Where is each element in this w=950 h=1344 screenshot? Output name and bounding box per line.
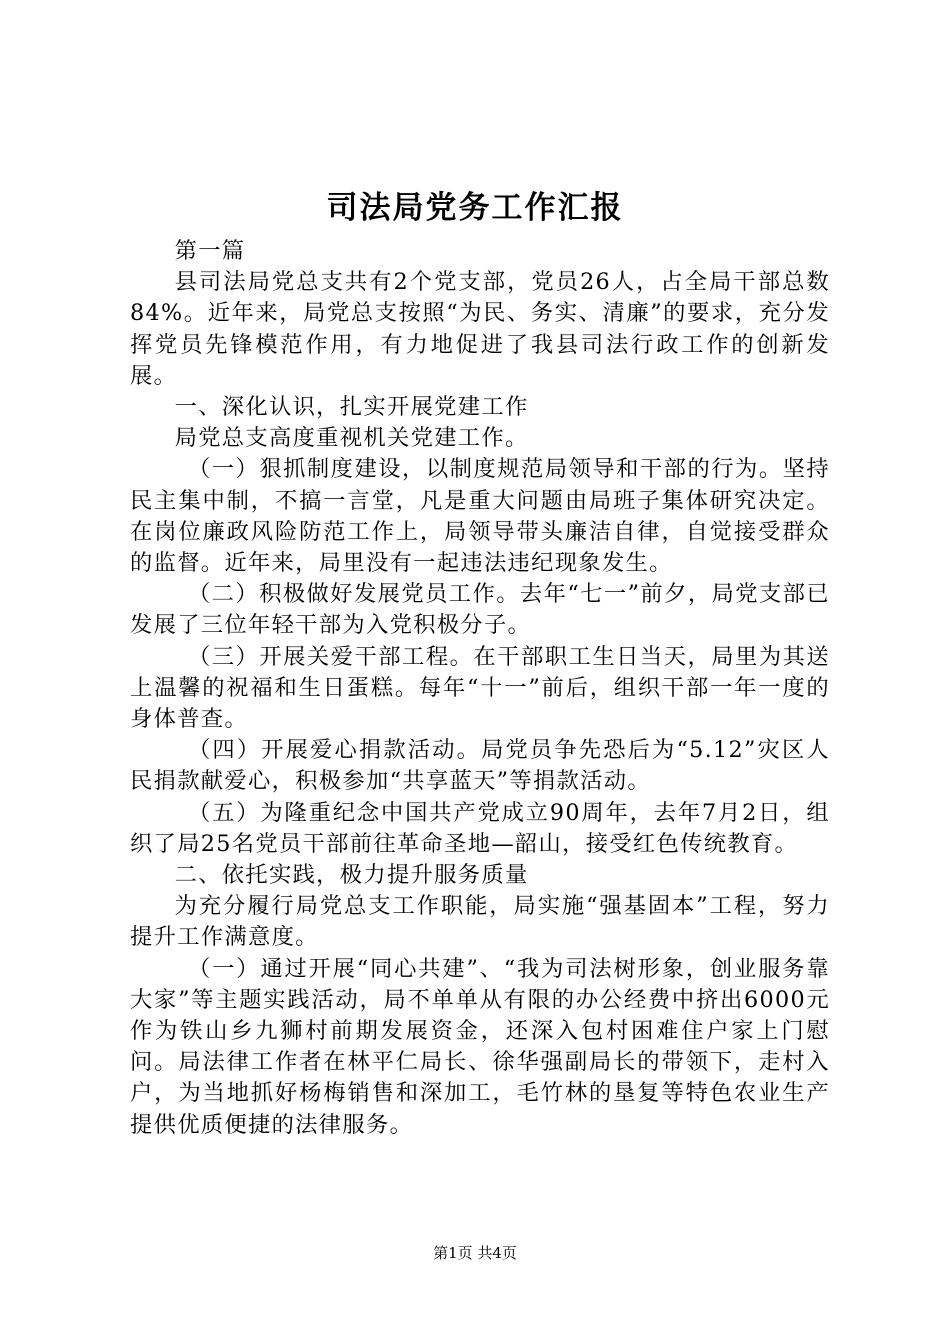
heading-part-one: 一、深化认识，扎实开展党建工作 [174,394,529,421]
paragraph-item-1: （一）狠抓制度建设，以制度规范局领导和干部的行为。坚持民主集中制，不搞一言堂，凡是重大问题由局班子集体研究决定。在岗位廉政风险防范工作上，局领导带头廉洁自律，自觉接受群众的监督。近年来，局里没有一起违法违纪现象发生。 [130,456,830,577]
paragraph-item-5: （五）为隆重纪念中国共产党成立90周年，去年7月2日，组织了局25名党员干部前往革命圣地—韶山，接受红色传统教育。 [130,799,830,857]
paragraph-item-2: （二）积极做好发展党员工作。去年“七一”前夕，局党支部已发展了三位年轻干部为入党积极分子。 [130,581,830,639]
heading-part-two: 二、依托实践，极力提升服务质量 [174,862,529,889]
document-title: 司法局党务工作汇报 [326,190,624,226]
paragraph-part-one-lead: 局党总支高度重视机关党建工作。 [174,425,529,452]
paragraph-item-3: （三）开展关爱干部工程。在干部职工生日当天，局里为其送上温馨的祝福和生日蛋糕。每年“十一”前后，组织干部一年一度的身体普查。 [130,643,830,733]
document-body [130,236,830,1141]
paragraph-section-label: 第一篇 [174,238,246,264]
paragraph-item-4: （四）开展爱心捐款活动。局党员争先恐后为“5.12”灾区人民捐款献爱心，积极参加“共享蓝天”等捐款活动。 [130,737,830,795]
paragraph-part-two-lead: 为充分履行局党总支工作职能，局实施“强基固本”工程，努力提升工作满意度。 [130,893,830,951]
page-footer: 第1页 共4页 [433,1244,517,1262]
paragraph-intro: 县司法局党总支共有2个党支部，党员26人，占全局干部总数84%。近年来，局党总支按照“为民、务实、清廉”的要求，充分发挥党员先锋模范作用，有力地促进了我县司法行政工作的创新发展。 [130,269,830,389]
paragraph-part-two-item-1: （一）通过开展“同心共建”、“我为司法树形象，创业服务靠大家”等主题实践活动，局不单单从有限的办公经费中挤出6000元作为铁山乡九狮村前期发展资金，还深入包村困难住户家上门慰问。局法律工作者在林平仁局长、徐华强副局长的带领下，走村入户，为当地抓好杨梅销售和深加工，毛竹林的垦复等特色农业生产提供优质便捷的法律服务。 [130,955,830,1138]
